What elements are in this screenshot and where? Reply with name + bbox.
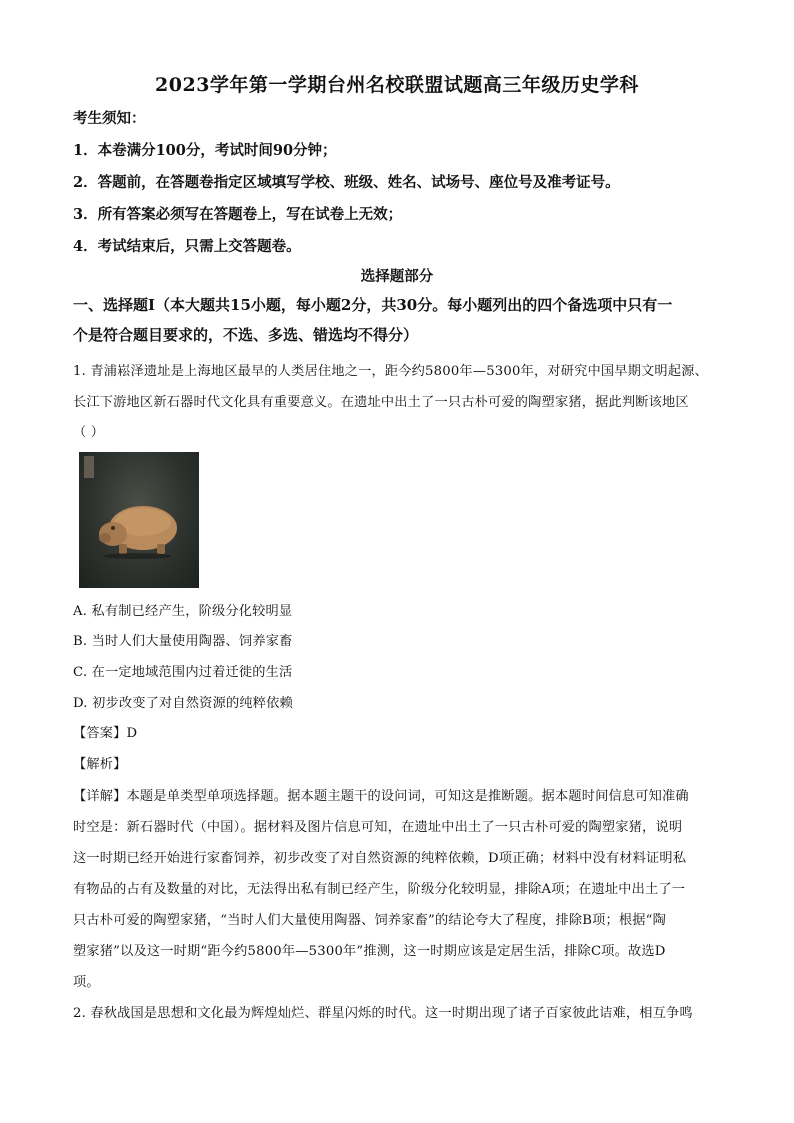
q1-option-b: B. 当时人们大量使用陶器、饲养家畜	[73, 634, 293, 649]
notice-item-3: 3．所有答案必须写在答题卷上，写在试卷上无效；	[73, 206, 403, 223]
q2-stem-line-1: 2. 春秋战国是思想和文化最为辉煌灿烂、群星闪烁的时代。这一时期出现了诸子百家彼此诘难，相互争鸣	[73, 1006, 693, 1021]
pottery-pig-image	[79, 452, 199, 588]
q1-option-d: D. 初步改变了对自然资源的纯粹依赖	[73, 696, 293, 711]
exam-title: 2023学年第一学期台州名校联盟试题高三年级历史学科	[155, 74, 639, 96]
q1-stem-line-3: （ ）	[73, 425, 105, 440]
q1-detail-line-7: 项。	[73, 975, 100, 990]
part-heading-line-2: 个是符合题目要求的，不选、多选、错选均不得分）	[73, 326, 419, 344]
q1-detail-line-4: 有物品的占有及数量的对比，无法得出私有制已经产生，阶级分化较明显，排除A项；在遗址中出土了一	[73, 882, 686, 897]
section-title: 选择题部分	[360, 268, 434, 285]
q1-stem-line-1: 1. 青浦崧泽遗址是上海地区最早的人类居住地之一，距今约5800年—5300年，对研究中国早期文明起源、	[73, 364, 708, 379]
q1-analysis-label: 【解析】	[73, 757, 127, 772]
museum-stamp	[84, 456, 94, 478]
q1-option-a: A. 私有制已经产生，阶级分化较明显	[73, 604, 293, 619]
q1-detail-line-1: 【详解】本题是单类型单项选择题。据本题主题干的设问词，可知这是推断题。据本题时间信息可知准确	[73, 789, 689, 804]
q1-detail-line-6: 塑家猪”以及这一时期“距今约5800年—5300年”推测，这一时期应该是定居生活，排除C项。故选D	[73, 944, 666, 959]
q1-answer: 【答案】D	[73, 726, 138, 741]
part-heading-line-1: 一、选择题Ⅰ（本大题共15小题，每小题2分，共30分。每小题列出的四个备选项中只有一	[73, 296, 673, 314]
pottery-pig-figure	[97, 492, 181, 562]
q1-detail-line-5: 只古朴可爱的陶塑家猪，“当时人们大量使用陶器、饲养家畜”的结论夸大了程度，排除B项；根据“陶	[73, 913, 666, 928]
q1-option-c: C. 在一定地域范围内过着迁徙的生活	[73, 665, 293, 680]
notice-heading: 考生须知：	[73, 110, 146, 127]
q1-detail-line-2: 时空是：新石器时代（中国）。据材料及图片信息可知，在遗址中出土了一只古朴可爱的陶塑家猪，说明	[73, 820, 683, 835]
notice-item-2: 2．答题前，在答题卷指定区域填写学校、班级、姓名、试场号、座位号及准考证号。	[73, 174, 620, 191]
q1-detail-line-3: 这一时期已经开始进行家畜饲养，初步改变了对自然资源的纯粹依赖，D项正确；材料中没有材料证明私	[73, 851, 687, 866]
notice-item-1: 1．本卷满分100分，考试时间90分钟；	[73, 142, 337, 159]
q1-stem-line-2: 长江下游地区新石器时代文化具有重要意义。在遗址中出土了一只古朴可爱的陶塑家猪，据此判断该地区	[73, 395, 689, 410]
notice-item-4: 4．考试结束后，只需上交答题卷。	[73, 238, 301, 255]
